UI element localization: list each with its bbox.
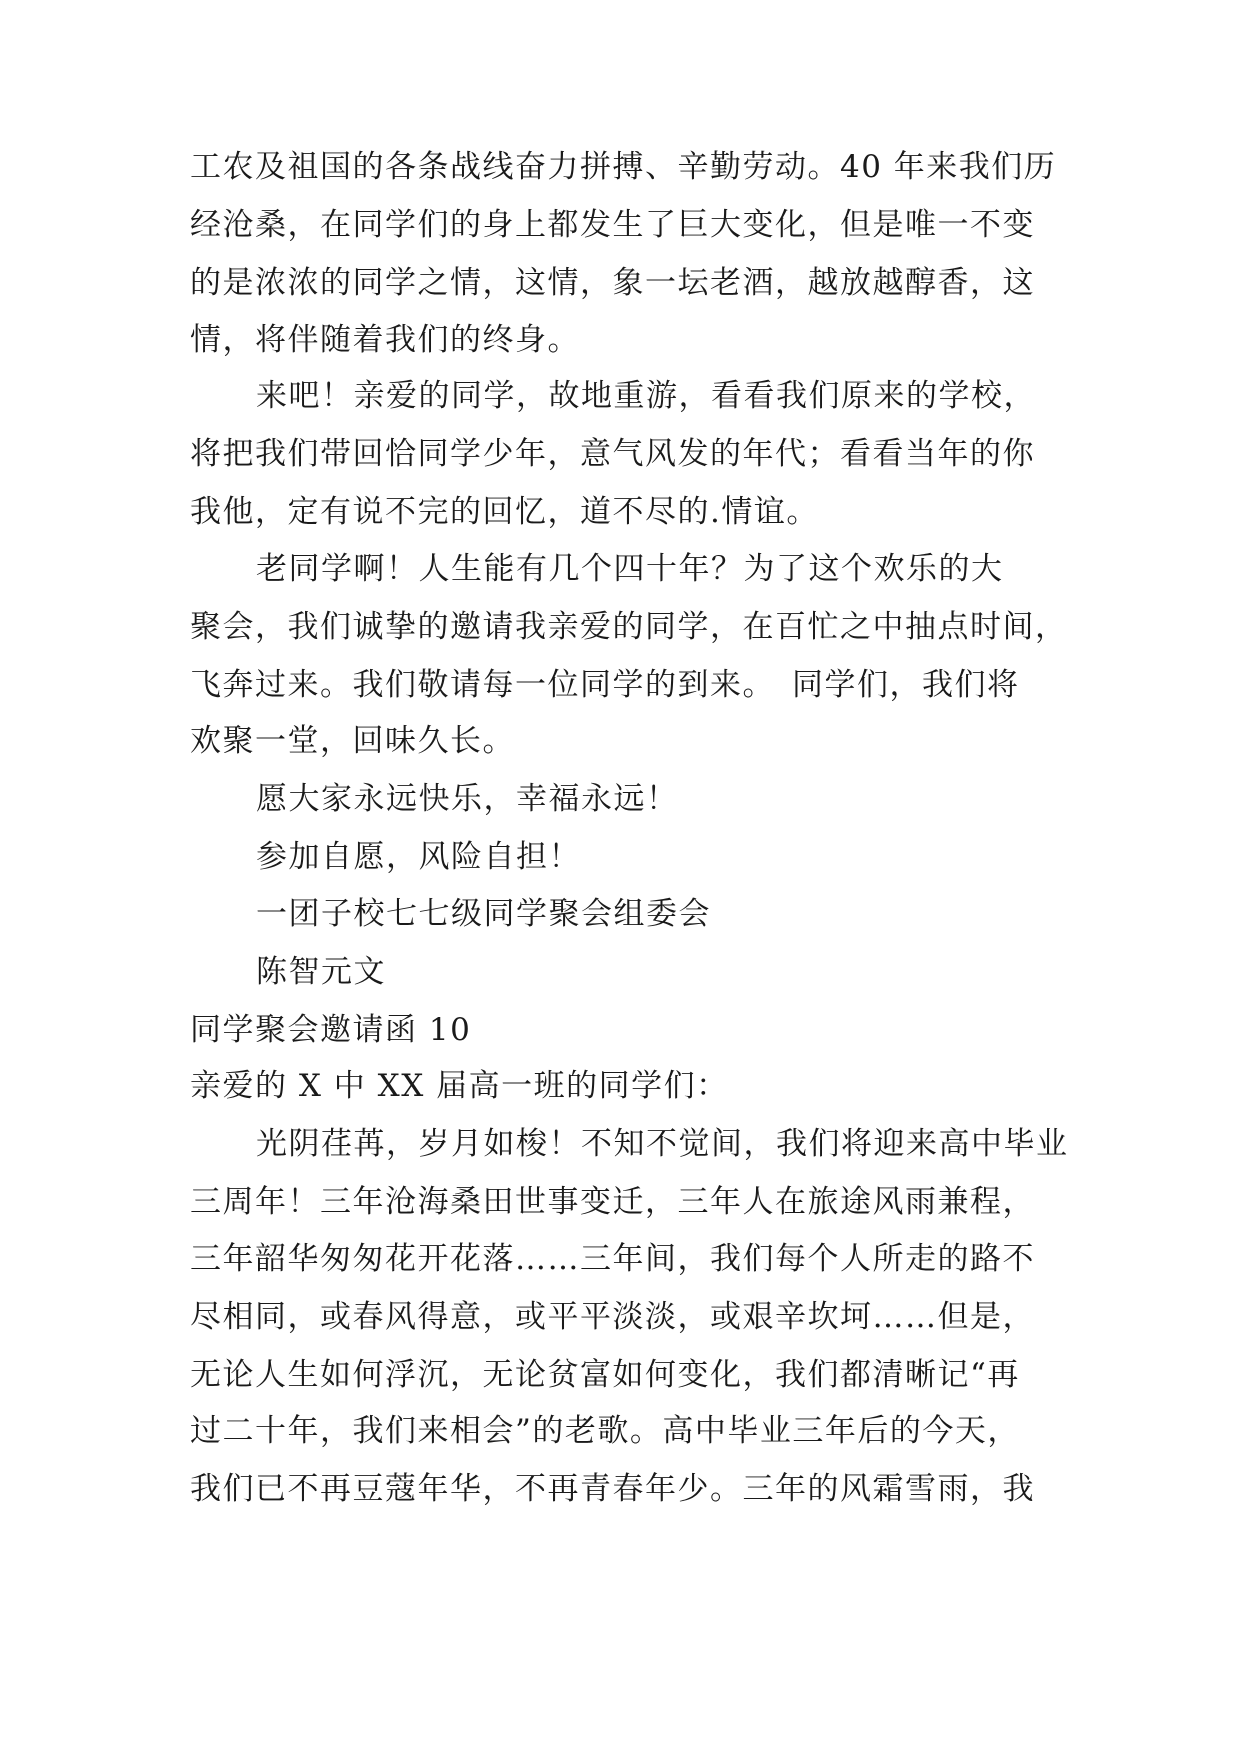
text-line: 情，将伴随着我们的终身。 — [190, 322, 580, 358]
text-line: 我们已不再豆蔻年华，不再青春年少。三年的风霜雪雨，我 — [190, 1471, 1035, 1507]
text-line: 无论人生如何浮沉，无论贫富如何变化，我们都清晰记“再 — [190, 1357, 1020, 1393]
text-line: 参加自愿，风险自担！ — [256, 839, 581, 875]
text-line: 尽相同，或春风得意，或平平淡淡，或艰辛坎坷……但是， — [190, 1299, 1035, 1335]
text-line: 老同学啊！人生能有几个四十年？为了这个欢乐的大 — [256, 551, 1004, 587]
text-line: 经沧桑，在同学们的身上都发生了巨大变化，但是唯一不变 — [190, 207, 1035, 243]
text-line: 三年韶华匆匆花开花落……三年间，我们每个人所走的路不 — [190, 1241, 1035, 1277]
text-line: 聚会，我们诚挚的邀请我亲爱的同学，在百忙之中抽点时间， — [190, 609, 1068, 645]
text-line: 光阴荏苒，岁月如梭！不知不觉间，我们将迎来高中毕业 — [256, 1126, 1069, 1162]
text-line: 陈智元文 — [256, 954, 386, 990]
text-line: 飞奔过来。我们敬请每一位同学的到来。 同学们，我们将 — [190, 667, 1020, 703]
text-line: 来吧！亲爱的同学，故地重游，看看我们原来的学校， — [256, 378, 1036, 414]
text-line: 的是浓浓的同学之情，这情，象一坛老酒，越放越醇香，这 — [190, 265, 1035, 301]
text-line: 三周年！三年沧海桑田世事变迁，三年人在旅途风雨兼程， — [190, 1184, 1035, 1220]
salutation: 亲爱的 X 中 XX 届高一班的同学们： — [190, 1068, 729, 1104]
text-line: 我他，定有说不完的回忆，道不尽的.情谊。 — [190, 494, 819, 530]
text-line: 过二十年，我们来相会”的老歌。高中毕业三年后的今天， — [190, 1413, 1020, 1449]
text-line: 工农及祖国的各条战线奋力拼搏、辛勤劳动。40 年来我们历 — [190, 149, 1057, 185]
text-line: 愿大家永远快乐，幸福永远！ — [256, 781, 679, 817]
text-line: 将把我们带回恰同学少年，意气风发的年代；看看当年的你 — [190, 436, 1035, 472]
section-heading: 同学聚会邀请函 10 — [190, 1012, 472, 1048]
text-line: 欢聚一堂，回味久长。 — [190, 723, 515, 759]
text-line: 一团子校七七级同学聚会组委会 — [256, 896, 711, 932]
